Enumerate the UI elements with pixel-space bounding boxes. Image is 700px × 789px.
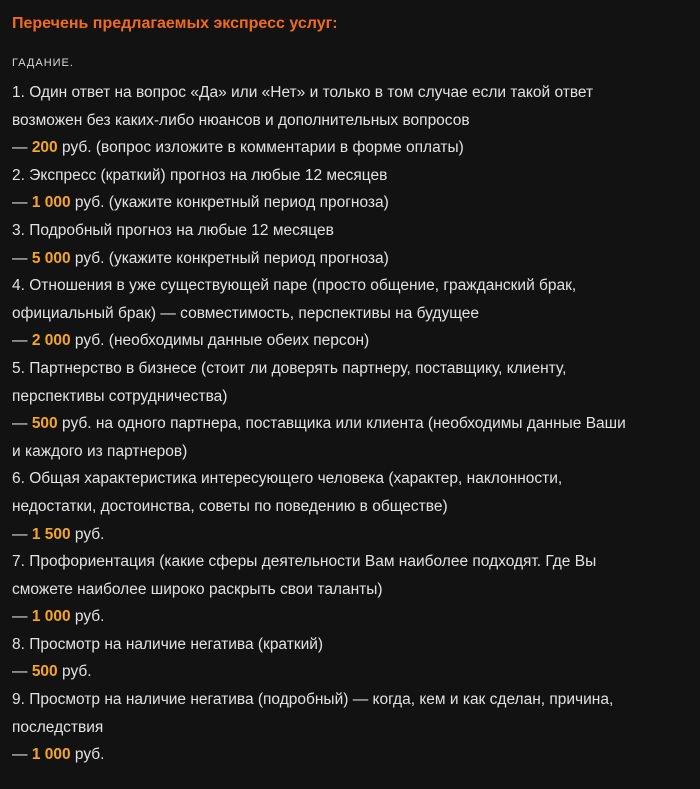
service-item — [12, 79, 688, 162]
price-value: 200 — [31, 139, 58, 157]
service-item — [12, 217, 688, 272]
service-item — [12, 162, 688, 217]
service-item — [12, 465, 688, 548]
price-dash: — — [12, 663, 32, 681]
price-value: 1 500 — [31, 525, 71, 543]
items-list — [12, 79, 688, 769]
service-item — [12, 548, 688, 631]
service-description-line: 5. Партнерство в бизнесе (стоит ли доверять партнеру, поставщику, клиенту, — [12, 359, 567, 377]
price-note: руб. (необходимы данные обеих персон) — [70, 332, 370, 350]
price-line — [12, 521, 688, 549]
price-note: руб. (укажите конкретный период прогноза) — [70, 194, 389, 212]
price-line — [12, 327, 688, 355]
price-value: 2 000 — [31, 332, 71, 350]
price-dash: — — [12, 746, 32, 764]
price-line — [12, 189, 688, 217]
price-dash: — — [12, 332, 32, 350]
service-item — [12, 355, 688, 465]
service-description-line: недостатки, достоинства, советы по поведению в обществе) — [12, 497, 448, 515]
page-title: Перечень предлагаемых экспресс услуг: — [12, 15, 338, 32]
price-note: руб. на одного партнера, поставщика или клиента (необходимы данные Ваши — [57, 415, 626, 433]
service-description-line: 7. Профориентация (какие сферы деятельности Вам наиболее подходят. Где Вы — [12, 553, 597, 571]
service-description-line: сможете наиболее широко раскрыть свои таланты) — [12, 580, 383, 598]
price-note: руб. — [70, 746, 105, 764]
service-description-line: 6. Общая характеристика интересующего человека (характер, наклонности, — [12, 470, 563, 488]
price-value: 1 000 — [31, 746, 71, 764]
price-note: руб. — [70, 525, 105, 543]
service-description-line: 2. Экспресс (краткий) прогноз на любые 12 месяцев — [12, 166, 388, 184]
price-note: руб. (вопрос изложите в комментарии в форме оплаты) — [57, 139, 464, 157]
price-note: руб. — [57, 663, 92, 681]
service-description-line: 1. Один ответ на вопрос «Да» или «Нет» и только в том случае если такой ответ — [12, 84, 594, 101]
service-description-line: 8. Просмотр на наличие негатива (краткий) — [12, 635, 324, 653]
service-description-line: официальный брак) — совместимость, перспективы на будущее — [12, 304, 480, 322]
price-value: 500 — [31, 663, 58, 681]
price-value: 1 000 — [31, 608, 71, 626]
price-dash: — — [12, 608, 32, 626]
service-item — [12, 272, 688, 355]
service-description-line: последствия — [12, 718, 104, 736]
section-heading: ГАДАНИЕ. — [12, 57, 74, 69]
price-line — [12, 438, 688, 466]
price-line — [12, 603, 688, 631]
price-dash: — — [12, 249, 32, 267]
service-item — [12, 631, 688, 686]
service-item — [12, 686, 688, 769]
price-dash: — — [12, 194, 32, 212]
price-value: 500 — [31, 415, 58, 433]
price-dash: — — [12, 525, 32, 543]
price-line — [12, 658, 688, 686]
price-value: 1 000 — [31, 194, 71, 212]
service-description-line: 4. Отношения в уже существующей паре (просто общение, гражданский брак, — [12, 277, 577, 295]
price-note: и каждого из партнеров) — [12, 442, 188, 460]
price-line — [12, 410, 688, 438]
service-description-line: возможен без каких-либо нюансов и дополнительных вопросов — [12, 111, 470, 129]
price-dash: — — [12, 415, 32, 433]
price-note: руб. — [70, 608, 105, 626]
price-line — [12, 245, 688, 273]
service-description-line: 3. Подробный прогноз на любые 12 месяцев — [12, 221, 334, 239]
service-description-line: 9. Просмотр на наличие негатива (подробный) — когда, кем и как сделан, причина, — [12, 691, 614, 709]
price-line — [12, 134, 688, 162]
price-note: руб. (укажите конкретный период прогноза) — [70, 249, 389, 267]
price-dash: — — [12, 139, 32, 157]
service-description-line: перспективы сотрудничества) — [12, 387, 228, 405]
price-value: 5 000 — [31, 249, 71, 267]
price-line — [12, 741, 688, 769]
